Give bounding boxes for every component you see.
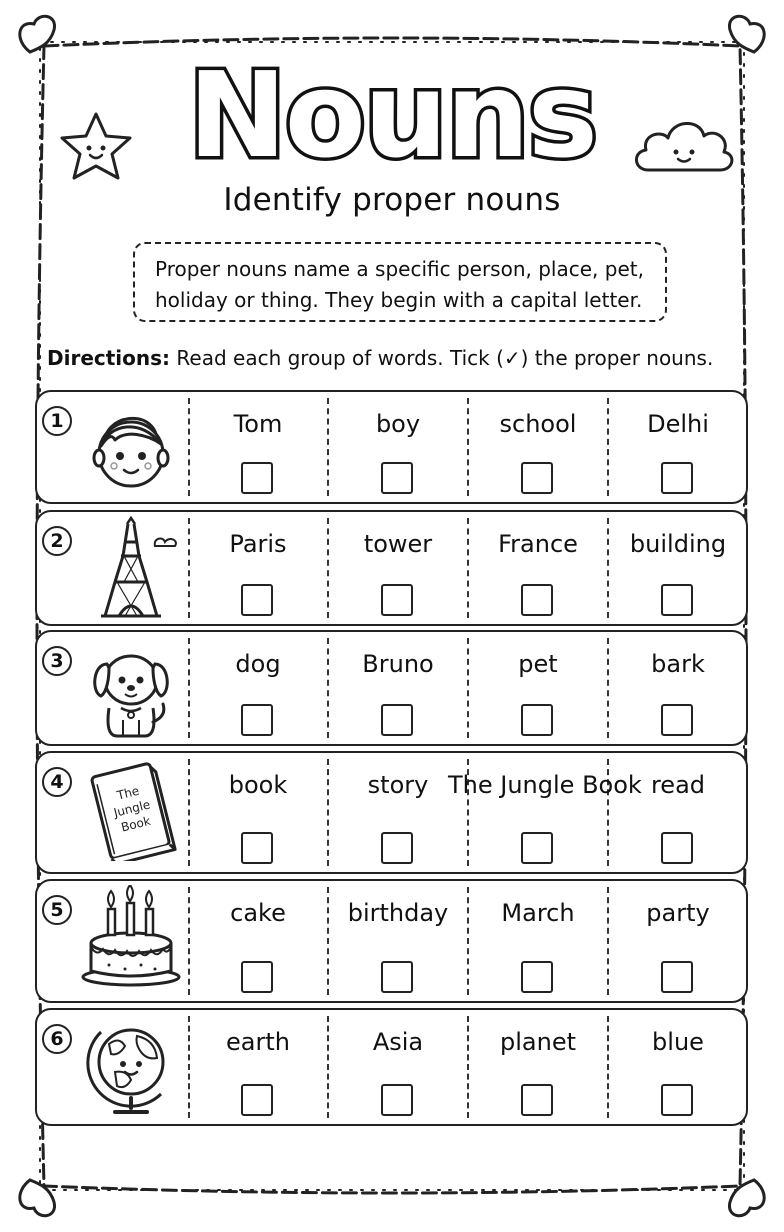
- tick-checkbox[interactable]: [661, 462, 693, 494]
- word-cell: [188, 632, 328, 744]
- word-label: dog: [235, 650, 281, 678]
- word-label: tower: [363, 530, 433, 558]
- row-number: 3: [42, 646, 72, 676]
- word-label: cake: [230, 899, 286, 927]
- tick-checkbox[interactable]: [521, 704, 553, 736]
- tick-checkbox[interactable]: [661, 961, 693, 993]
- tick-checkbox[interactable]: [661, 1084, 693, 1116]
- word-label: Asia: [372, 1028, 424, 1056]
- word-cell: [328, 1010, 468, 1124]
- tick-checkbox[interactable]: [381, 462, 413, 494]
- tick-checkbox[interactable]: [381, 584, 413, 616]
- word-cell: [608, 632, 748, 744]
- row-number: 5: [42, 895, 72, 925]
- row-number: 4: [42, 767, 72, 797]
- tick-checkbox[interactable]: [521, 832, 553, 864]
- tick-checkbox[interactable]: [381, 1084, 413, 1116]
- question-row: [35, 630, 748, 746]
- word-label: party: [646, 899, 710, 927]
- word-cell: [188, 881, 328, 1001]
- tick-checkbox[interactable]: [521, 462, 553, 494]
- tick-checkbox[interactable]: [241, 704, 273, 736]
- tick-checkbox[interactable]: [661, 832, 693, 864]
- tick-checkbox[interactable]: [241, 832, 273, 864]
- directions: [47, 346, 713, 370]
- word-label: story: [367, 771, 429, 799]
- word-label: building: [629, 530, 727, 558]
- word-cell: [608, 753, 748, 872]
- word-cell: [608, 512, 748, 624]
- word-cell: [188, 392, 328, 502]
- word-cell: [328, 753, 468, 872]
- word-cell: [468, 632, 608, 744]
- smiling-star-icon: [56, 108, 136, 188]
- word-cell: [468, 1010, 608, 1124]
- word-label: book: [228, 771, 288, 799]
- definition-line: Proper nouns name a specific person, place, pet,: [155, 257, 644, 281]
- tick-checkbox[interactable]: [521, 584, 553, 616]
- question-row: [35, 1008, 748, 1126]
- word-cell: [468, 881, 608, 1001]
- word-label: planet: [500, 1028, 576, 1056]
- word-label: birthday: [347, 899, 449, 927]
- directions-text: Read each group of words. Tick (✓) the proper nouns.: [176, 346, 714, 370]
- word-cell: [448, 753, 642, 872]
- word-cell: [608, 392, 748, 502]
- word-label: Paris: [229, 530, 287, 558]
- word-label: read: [650, 771, 706, 799]
- definition-line: holiday or thing. They begin with a capital letter.: [155, 288, 643, 312]
- tick-checkbox[interactable]: [521, 1084, 553, 1116]
- tick-checkbox[interactable]: [661, 704, 693, 736]
- book-cover-text: Book: [119, 813, 153, 835]
- question-row: [35, 390, 748, 504]
- tick-checkbox[interactable]: [381, 961, 413, 993]
- word-cell: [468, 392, 608, 502]
- row-number: 6: [42, 1024, 72, 1054]
- word-label: France: [498, 530, 578, 558]
- tick-checkbox[interactable]: [661, 584, 693, 616]
- tick-checkbox[interactable]: [241, 584, 273, 616]
- word-cell: [608, 1010, 748, 1124]
- word-cell: [328, 881, 468, 1001]
- directions-label: Directions:: [47, 346, 171, 370]
- definition-box: [133, 242, 667, 322]
- word-label: school: [499, 410, 577, 438]
- tick-checkbox[interactable]: [241, 1084, 273, 1116]
- tick-checkbox[interactable]: [521, 961, 553, 993]
- word-cell: [328, 392, 468, 502]
- word-label: Bruno: [362, 650, 434, 678]
- word-cell: [188, 512, 328, 624]
- tick-checkbox[interactable]: [241, 462, 273, 494]
- word-label: pet: [518, 650, 558, 678]
- row-number: 2: [42, 526, 72, 556]
- page-title-text: Nouns: [187, 48, 597, 178]
- word-label: bark: [651, 650, 705, 678]
- word-cell: [608, 881, 748, 1001]
- word-cell: [468, 512, 608, 624]
- question-row: [35, 879, 748, 1003]
- tick-checkbox[interactable]: [381, 832, 413, 864]
- book-cover-text: Jungle: [112, 797, 152, 820]
- word-label: boy: [375, 410, 421, 438]
- tick-checkbox[interactable]: [241, 961, 273, 993]
- word-cell: [188, 753, 328, 872]
- worksheet-subtitle: Identify proper nouns: [223, 182, 561, 218]
- book-cover-text: The: [115, 783, 141, 803]
- word-cell: [328, 512, 468, 624]
- word-label: The Jungle Book: [448, 771, 642, 799]
- smiling-cloud-icon: [630, 108, 738, 180]
- question-row: [35, 751, 748, 874]
- tick-checkbox[interactable]: [381, 704, 413, 736]
- word-cell: [328, 632, 468, 744]
- word-label: earth: [226, 1028, 290, 1056]
- question-row: [35, 510, 748, 626]
- word-label: blue: [652, 1028, 704, 1056]
- word-cell: [188, 1010, 328, 1124]
- word-label: Tom: [233, 410, 283, 438]
- row-number: 1: [42, 406, 72, 436]
- word-label: March: [501, 899, 575, 927]
- word-label: Delhi: [647, 410, 709, 438]
